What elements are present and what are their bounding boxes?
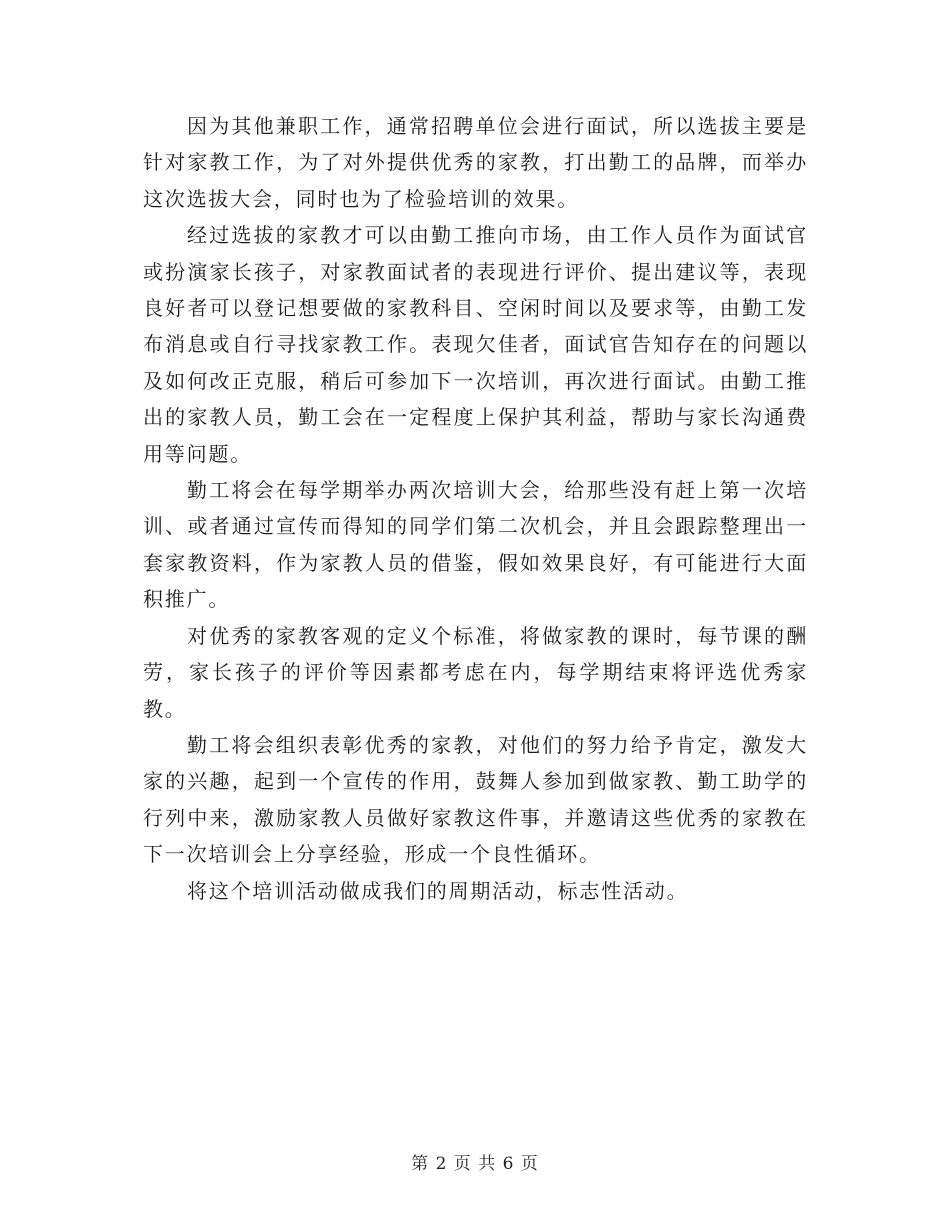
- paragraph-6: 将这个培训活动做成我们的周期活动，标志性活动。: [187, 878, 689, 903]
- paragraph-3: 勤工将会在每学期举办两次培训大会，给那些没有赶上第一次培训、或者通过宣传而得知的同学们第二次机会，并且会跟踪整理出一套家教资料，作为家教人员的借鉴，假如效果良好，有可能进行大面积推广。: [143, 478, 808, 612]
- page-footer: [0, 1153, 950, 1175]
- document-body: [143, 108, 808, 909]
- paragraph-5: 勤工将会组织表彰优秀的家教，对他们的努力给予肯定，激发大家的兴趣，起到一个宣传的作用，鼓舞人参加到做家教、勤工助学的行列中来，激励家教人员做好家教这件事，并邀请这些优秀的家教在下一次培训会上分享经验，形成一个良性循环。: [143, 732, 808, 867]
- page-number-label: 第 2 页 共 6 页: [411, 1154, 539, 1174]
- paragraph-1: 因为其他兼职工作，通常招聘单位会进行面试，所以选拔主要是针对家教工作，为了对外提供优秀的家教，打出勤工的品牌，而举办这次选拔大会，同时也为了检验培训的效果。: [143, 114, 808, 211]
- paragraph-2: 经过选拔的家教才可以由勤工推向市场，由工作人员作为面试官或扮演家长孩子，对家教面试者的表现进行评价、提出建议等，表现良好者可以登记想要做的家教科目、空闲时间以及要求等，由勤工发布消息或自行寻找家教工作。表现欠佳者，面试官告知存在的问题以及如何改正克服，稍后可参加下一次培训，再次进行面试。由勤工推出的家教人员，勤工会在一定程度上保护其利益，帮助与家长沟通费用等问题。: [143, 223, 808, 466]
- paragraph-4: 对优秀的家教客观的定义个标准，将做家教的课时，每节课的酬劳，家长孩子的评价等因素都考虑在内，每学期结束将评选优秀家教。: [143, 623, 808, 721]
